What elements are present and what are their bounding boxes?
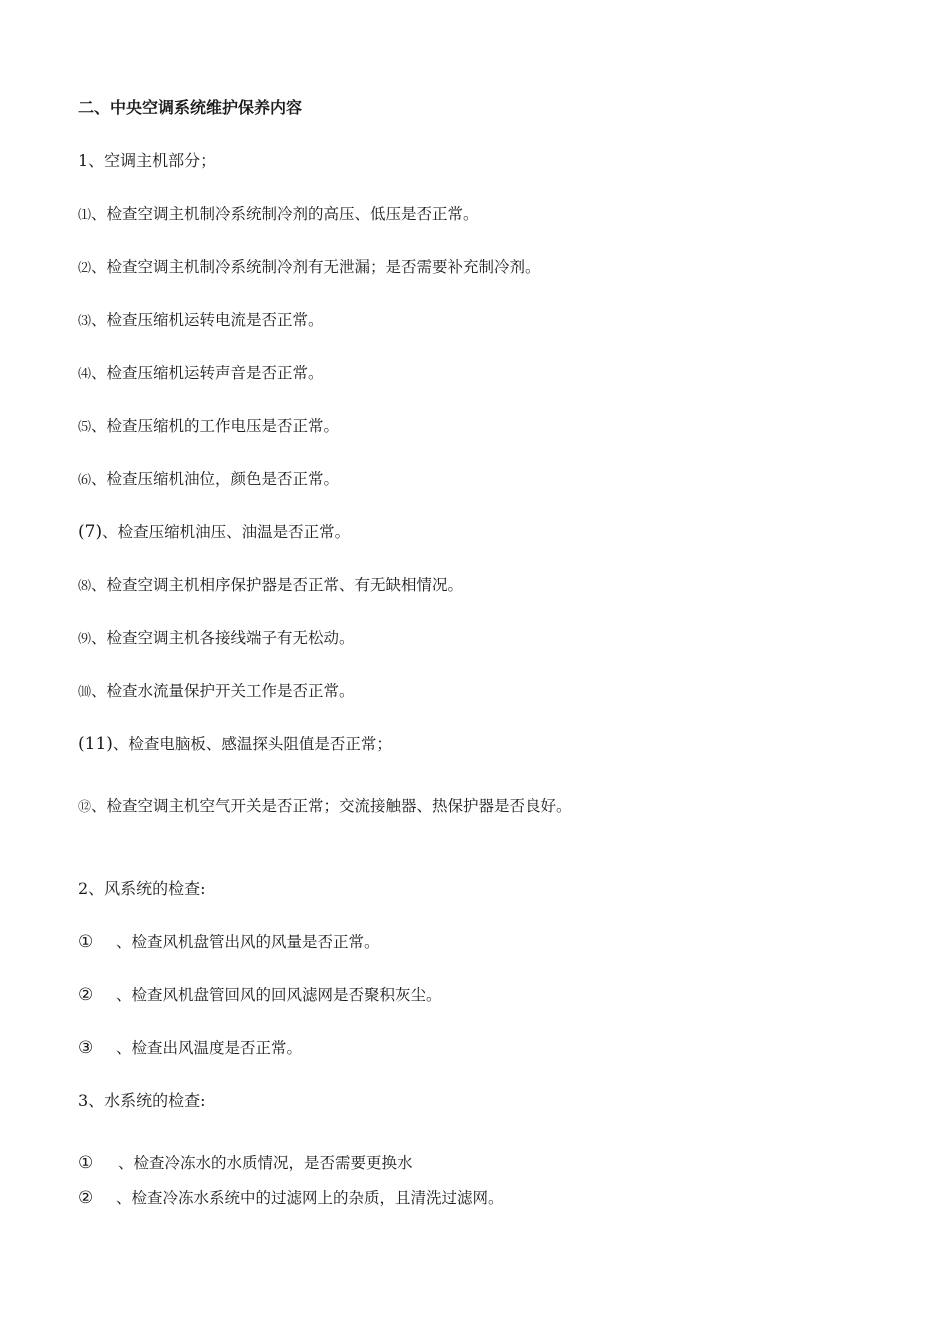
list-item	[78, 257, 541, 279]
list-item	[78, 985, 442, 1005]
section2-heading: 2、风系统的检查:	[78, 879, 206, 898]
section1-heading: 1、空调主机部分；	[78, 151, 217, 170]
item-marker: ⑸	[78, 420, 92, 435]
list-item	[78, 1188, 504, 1208]
item-text: 、检查空调主机空气开关是否正常；交流接触器、热保护器是否良好。	[91, 797, 572, 815]
item-text: 、检查空调主机相序保护器是否正常、有无缺相情况。	[91, 576, 464, 594]
item-marker: ⑴	[78, 208, 92, 223]
list-item	[78, 1038, 302, 1058]
item-text: 、检查空调主机制冷系统制冷剂的高压、低压是否正常。	[91, 205, 479, 223]
list-item	[78, 932, 380, 952]
item-text: 、检查压缩机油压、油温是否正常。	[102, 523, 351, 541]
item-marker: ⑻	[78, 579, 92, 594]
list-item	[78, 469, 339, 491]
item-text: 、检查出风温度是否正常。	[116, 1039, 303, 1057]
item-text: 、检查风机盘管出风的风量是否正常。	[116, 933, 380, 951]
list-item	[78, 734, 392, 754]
document-title: 二、中央空调系统维护保养内容	[78, 98, 303, 117]
item-text: 、检查压缩机运转声音是否正常。	[91, 364, 324, 382]
item-text: 、检查电脑板、感温探头阻值是否正常；	[112, 735, 392, 753]
item-text: 、检查水流量保护开关工作是否正常。	[91, 682, 355, 700]
list-item	[78, 522, 350, 542]
item-marker: ⑶	[78, 314, 92, 329]
item-marker: ⑼	[78, 632, 92, 647]
list-item	[78, 575, 463, 597]
item-marker: ②	[78, 1188, 94, 1208]
list-item	[78, 1153, 413, 1173]
item-marker: ⑫	[78, 800, 92, 815]
list-item	[78, 796, 572, 818]
item-text: 、检查风机盘管回风的回风滤网是否聚积灰尘。	[116, 986, 442, 1004]
item-marker: ⑷	[78, 367, 92, 382]
item-marker: ①	[78, 1153, 94, 1173]
item-marker: ③	[78, 1038, 94, 1058]
item-marker: ①	[78, 932, 94, 952]
item-marker: ②	[78, 985, 94, 1005]
item-text: 、检查压缩机的工作电压是否正常。	[91, 417, 340, 435]
list-item	[78, 416, 339, 438]
list-item	[78, 681, 355, 703]
list-item	[78, 310, 324, 332]
item-text: 、检查压缩机运转电流是否正常。	[91, 311, 324, 329]
item-text: 、检查冷冻水系统中的过滤网上的杂质，且清洗过滤网。	[116, 1189, 504, 1207]
list-item	[78, 628, 355, 650]
list-item	[78, 363, 324, 385]
item-marker: (11)	[78, 734, 113, 754]
list-item	[78, 204, 479, 226]
item-text: 、检查空调主机各接线端子有无松动。	[91, 629, 355, 647]
item-marker: (7)	[78, 522, 103, 542]
item-marker: ⑽	[78, 685, 92, 700]
section3-heading: 3、水系统的检查:	[78, 1091, 206, 1110]
item-text: 、检查空调主机制冷系统制冷剂有无泄漏；是否需要补充制冷剂。	[91, 258, 541, 276]
item-text: 、检查冷冻水的水质情况，是否需要更换水	[118, 1154, 413, 1172]
item-marker: ⑵	[78, 261, 92, 276]
item-marker: ⑹	[78, 473, 92, 488]
item-text: 、检查压缩机油位，颜色是否正常。	[91, 470, 340, 488]
